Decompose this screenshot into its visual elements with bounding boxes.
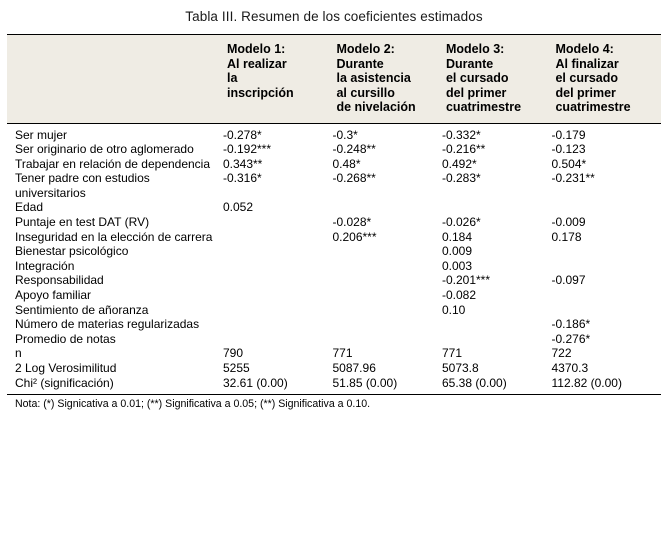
row-label: Responsabilidad [15, 273, 104, 288]
row-value-m4 [551, 200, 661, 215]
table-row [7, 171, 661, 200]
row-value-m2: -0.268** [332, 171, 376, 186]
row-value-m2 [332, 288, 442, 303]
row-value-m1 [223, 317, 333, 332]
table-row [7, 361, 661, 376]
row-label: Promedio de notas [15, 331, 116, 346]
row-value-m3: -0.216** [441, 142, 486, 157]
row-value-m2: 0.48* [332, 156, 361, 171]
row-value-m1: -0.316* [222, 171, 262, 186]
row-value-m3: 5073.8 [441, 361, 479, 375]
row-label: Inseguridad en la elección de carrera [15, 229, 213, 244]
row-value-m3: 771 [441, 346, 463, 361]
row-value-m3: 0.492* [441, 156, 477, 171]
row-label: Chi² (significación) [15, 375, 114, 390]
row-value-m1 [223, 215, 333, 230]
row-value-m4: 0.178 [551, 229, 582, 244]
table-row [7, 273, 661, 288]
table-header [7, 35, 661, 124]
row-value-m3: 0.003 [441, 258, 473, 273]
row-value-m3: -0.283* [441, 171, 481, 186]
header-line: del primer [445, 85, 507, 100]
table-row [7, 259, 661, 274]
row-label: Edad [15, 200, 44, 215]
row-value-m3 [442, 332, 552, 347]
row-value-m1: -0.192*** [222, 142, 272, 157]
row-value-m4: -0.097 [551, 273, 586, 288]
row-value-m1: 0.052 [222, 200, 254, 215]
row-value-m4: -0.186* [551, 317, 591, 332]
row-label: Ser originario de otro aglomerado [15, 142, 194, 157]
row-label: Puntaje en test DAT (RV) [15, 215, 150, 230]
table-row [7, 128, 661, 143]
table-row [7, 244, 661, 259]
row-label: Tener padre con estudios universitarios [15, 171, 150, 200]
column-header-modelo-2 [332, 35, 442, 124]
row-value-m1: 5255 [222, 361, 250, 375]
coefficients-table [7, 34, 661, 394]
row-label: Integración [15, 258, 75, 273]
row-value-m3: -0.201*** [441, 273, 491, 288]
row-value-m3 [442, 200, 552, 215]
row-label: 2 Log Verosimilitud [15, 361, 117, 375]
header-line: del primer [555, 85, 616, 100]
row-value-m2 [332, 332, 442, 347]
header-line: Modelo 3: [445, 42, 505, 56]
table-row [7, 230, 661, 245]
row-label: n [15, 346, 22, 361]
row-value-m2: 51.85 (0.00) [332, 375, 398, 390]
row-value-m4 [551, 303, 661, 318]
row-value-m4: 112.82 (0.00) [551, 375, 622, 390]
table-row [7, 317, 661, 332]
column-header-variable [7, 35, 223, 124]
table-row [7, 332, 661, 347]
header-line: Durante [336, 56, 384, 71]
row-value-m3: 0.184 [441, 229, 473, 244]
row-value-m4: 4370.3 [551, 361, 589, 375]
row-value-m1: 0.343** [222, 156, 263, 171]
table-caption: Tabla III. Resumen de los coeficientes estimados [185, 9, 483, 24]
row-value-m4: -0.123 [551, 142, 586, 157]
row-value-m3: 65.38 (0.00) [441, 375, 507, 390]
column-header-modelo-3 [442, 35, 552, 124]
header-line: el cursado [445, 71, 509, 85]
row-value-m2 [332, 244, 442, 259]
row-value-m1 [223, 288, 333, 303]
row-value-m4 [551, 288, 661, 303]
row-value-m4: -0.179 [551, 127, 586, 142]
row-value-m3: -0.026* [441, 215, 481, 230]
table-row [7, 215, 661, 230]
row-value-m4: -0.231** [551, 171, 595, 186]
row-value-m2: -0.028* [332, 215, 372, 230]
header-line: inscripción [226, 85, 294, 100]
row-value-m3: 0.10 [441, 302, 466, 317]
row-value-m1 [223, 244, 333, 259]
row-value-m2 [332, 273, 442, 288]
row-value-m2: -0.248** [332, 142, 376, 157]
row-value-m2 [332, 303, 442, 318]
table-row [7, 157, 661, 172]
table-row [7, 303, 661, 318]
table-note: Nota: (*) Signicativa a 0.01; (**) Significativa a 0.05; (**) Significativa a 0.10. [15, 398, 371, 411]
table-row [7, 142, 661, 157]
row-value-m1 [223, 230, 333, 245]
row-value-m2 [332, 200, 442, 215]
table-row [7, 346, 661, 361]
table-row [7, 288, 661, 303]
row-value-m2 [332, 259, 442, 274]
row-label: Bienestar psicológico [15, 244, 129, 259]
table-row [7, 200, 661, 215]
row-value-m4: 0.504* [551, 156, 587, 171]
row-value-m3: -0.332* [441, 127, 481, 142]
row-value-m3: 0.009 [441, 244, 473, 259]
row-value-m1: 790 [222, 346, 244, 361]
header-line: cuatrimestre [445, 100, 522, 114]
row-value-m1 [223, 332, 333, 347]
row-label: Ser mujer [15, 127, 68, 142]
row-value-m1: 32.61 (0.00) [222, 375, 288, 390]
row-value-m4: -0.276* [551, 331, 591, 346]
row-label: Trabajar en relación de dependencia [15, 156, 211, 171]
row-value-m1 [223, 273, 333, 288]
header-line: el cursado [555, 71, 619, 85]
header-line: la asistencia [336, 71, 411, 85]
header-line: la [226, 71, 238, 85]
row-label: Número de materias regularizadas [15, 317, 200, 332]
row-label: Apoyo familiar [15, 288, 92, 303]
header-line: Durante [445, 56, 494, 71]
row-value-m2: 5087.96 [332, 361, 376, 375]
row-value-m2: 771 [332, 346, 353, 361]
header-line: Modelo 2: [336, 42, 395, 56]
header-line: de nivelación [336, 100, 416, 114]
row-value-m3: -0.082 [441, 288, 477, 303]
row-value-m4 [551, 244, 661, 259]
column-header-modelo-4 [551, 35, 661, 124]
table-body [7, 123, 661, 394]
column-header-modelo-1 [223, 35, 333, 124]
row-value-m4: 722 [551, 346, 572, 361]
header-line: cuatrimestre [555, 100, 631, 114]
row-value-m4 [551, 259, 661, 274]
header-line: Modelo 1: [226, 42, 286, 56]
table-row [7, 376, 661, 391]
header-line: al cursillo [336, 85, 395, 100]
header-line: Al finalizar [555, 56, 619, 71]
row-value-m1: -0.278* [222, 127, 262, 142]
row-value-m2: -0.3* [332, 127, 358, 142]
row-label: Sentimiento de añoranza [15, 302, 149, 317]
row-value-m1 [223, 303, 333, 318]
row-value-m2 [332, 317, 442, 332]
header-line: Al realizar [226, 56, 287, 71]
header-line: Modelo 4: [555, 42, 614, 56]
row-value-m3 [442, 317, 552, 332]
row-value-m1 [223, 259, 333, 274]
row-value-m4: -0.009 [551, 215, 586, 230]
row-value-m2: 0.206*** [332, 229, 377, 244]
